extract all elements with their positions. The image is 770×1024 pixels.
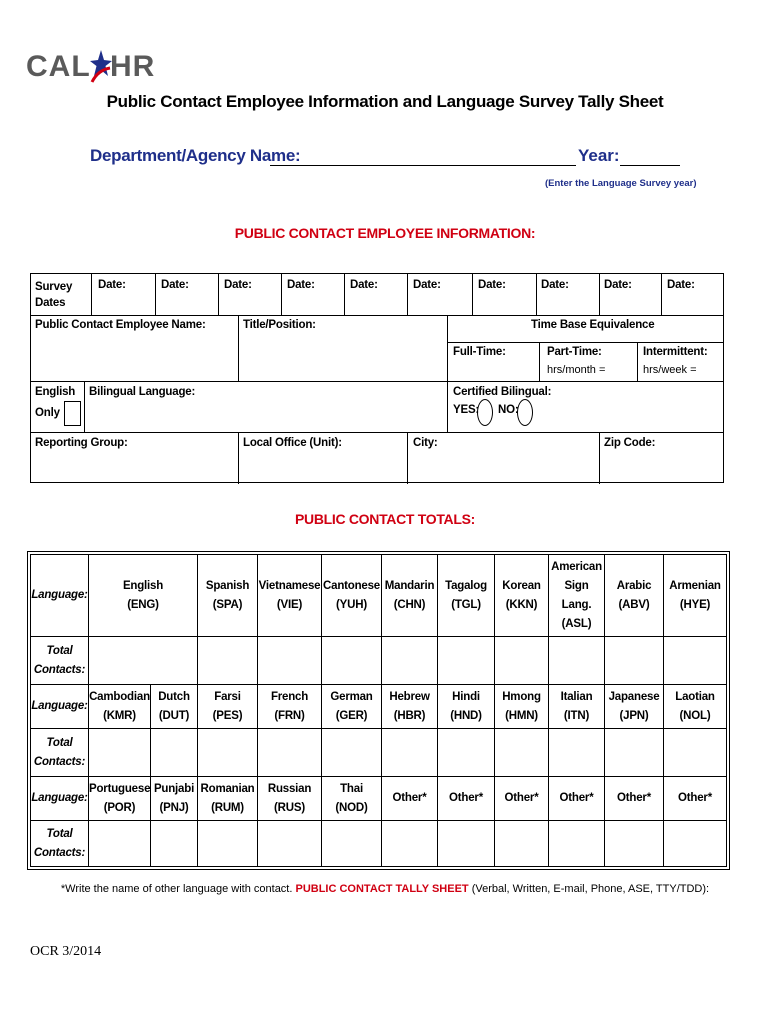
language-name: Portuguese: [89, 782, 151, 795]
bilingual-language-label: Bilingual Language:: [89, 386, 196, 398]
form-id: OCR 3/2014: [30, 944, 102, 959]
footnote-red: PUBLIC CONTACT TALLY SHEET: [295, 883, 469, 895]
yes-radio[interactable]: [477, 399, 493, 426]
total-count-cell[interactable]: [495, 821, 549, 867]
english-label: English: [35, 386, 76, 398]
language-cell: [198, 777, 258, 821]
total-label: Total: [46, 644, 73, 657]
total-count-cell[interactable]: [322, 637, 382, 685]
language-code: (RUM): [211, 801, 244, 814]
total-contacts-label: [31, 637, 89, 685]
total-count-cell[interactable]: [664, 821, 727, 867]
date-cell-9[interactable]: Date:: [604, 279, 632, 291]
language-code: (NOD): [335, 801, 368, 814]
employee-info-grid: [30, 273, 724, 483]
language-cell: [438, 777, 495, 821]
contacts-label: Contacts:: [33, 755, 86, 768]
date-cell-7[interactable]: Date:: [478, 279, 506, 291]
language-code: (DUT): [158, 709, 190, 722]
language-name: Other*: [449, 792, 483, 804]
language-name: Hmong: [502, 690, 541, 703]
total-count-cell[interactable]: [382, 729, 438, 777]
language-name: Vietnamese: [258, 579, 321, 592]
language-name: American Sign Lang.: [551, 560, 602, 611]
total-count-cell[interactable]: [495, 729, 549, 777]
language-name: Tagalog: [445, 579, 487, 592]
city-label: City:: [413, 437, 438, 449]
language-name: French: [270, 690, 309, 703]
language-code: (GER): [335, 709, 368, 722]
total-count-cell[interactable]: [89, 821, 151, 867]
language-code: (CHN): [393, 598, 426, 611]
language-cell: [382, 685, 438, 729]
yes-label: YES:: [453, 404, 480, 416]
language-cell: [495, 777, 549, 821]
language-cell: [549, 685, 605, 729]
total-count-cell[interactable]: [198, 729, 258, 777]
language-name: Korean: [502, 579, 541, 592]
language-name: Italian: [560, 690, 593, 703]
footnote: [0, 883, 770, 895]
local-office-label: Local Office (Unit):: [243, 437, 342, 449]
language-cell: [198, 685, 258, 729]
table-row: [31, 555, 727, 637]
total-count-cell[interactable]: [89, 637, 198, 685]
language-code: (KMR): [103, 709, 136, 722]
language-cell: [605, 555, 664, 637]
contacts-label: Contacts:: [33, 663, 86, 676]
language-name: Cantonese: [323, 579, 381, 592]
language-cell: [322, 777, 382, 821]
total-count-cell[interactable]: [438, 729, 495, 777]
calhr-logo: [26, 48, 156, 88]
totals-title: PUBLIC CONTACT TOTALS:: [294, 511, 476, 527]
language-name: Hindi: [452, 690, 480, 703]
total-count-cell[interactable]: [198, 637, 258, 685]
time-base-label: Time Base Equivalence: [531, 319, 655, 331]
intermittent-unit: hrs/week =: [643, 364, 697, 376]
part-time-label: Part-Time:: [547, 346, 602, 358]
language-code: (ITN): [563, 709, 590, 722]
language-code: (NOL): [679, 709, 711, 722]
total-count-cell[interactable]: [549, 637, 605, 685]
language-code: (PNJ): [159, 801, 189, 814]
language-cell: [605, 685, 664, 729]
total-count-cell[interactable]: [382, 637, 438, 685]
language-cell: [258, 685, 322, 729]
certified-bilingual-label: Certified Bilingual:: [453, 386, 552, 398]
total-count-cell[interactable]: [605, 729, 664, 777]
language-cell: [258, 555, 322, 637]
language-cell: [258, 777, 322, 821]
language-cell: [382, 555, 438, 637]
total-contacts-label: [31, 821, 89, 867]
employee-name-label: Public Contact Employee Name:: [35, 319, 206, 331]
language-cell: [438, 685, 495, 729]
language-name: Hebrew: [389, 690, 430, 703]
date-cell-10[interactable]: Date:: [667, 279, 695, 291]
total-count-cell[interactable]: [382, 821, 438, 867]
date-cell-4[interactable]: Date:: [287, 279, 315, 291]
language-name: Laotian: [675, 690, 715, 703]
language-cell: [382, 777, 438, 821]
total-count-cell[interactable]: [664, 637, 727, 685]
language-name: English: [122, 579, 164, 592]
department-label: Department/Agency Name:: [90, 146, 301, 165]
no-label: NO:: [498, 404, 519, 416]
language-cell: [549, 777, 605, 821]
language-cell: [89, 685, 151, 729]
language-name: Russian: [267, 782, 312, 795]
total-count-cell[interactable]: [605, 637, 664, 685]
language-code: (ASL): [561, 617, 592, 630]
language-label: Language:: [31, 685, 89, 729]
only-label: Only: [35, 407, 60, 419]
language-label: Language:: [31, 777, 89, 821]
star-icon: [90, 48, 112, 84]
language-cell: [605, 777, 664, 821]
year-field[interactable]: [620, 165, 680, 166]
language-code: (JPN): [619, 709, 649, 722]
no-radio[interactable]: [517, 399, 533, 426]
language-name: Other*: [678, 792, 712, 804]
total-count-cell[interactable]: [258, 821, 322, 867]
table-row: [31, 777, 727, 821]
language-cell: [89, 777, 151, 821]
language-code: (KKN): [505, 598, 538, 611]
language-code: (HND): [450, 709, 482, 722]
language-code: (TGL): [451, 598, 481, 611]
language-cell: [549, 555, 605, 637]
totals-table: [30, 554, 727, 867]
language-cell: [495, 685, 549, 729]
language-name: Dutch: [158, 690, 190, 703]
language-cell: [322, 685, 382, 729]
language-name: Spanish: [205, 579, 250, 592]
year-label: Year:: [578, 146, 620, 165]
language-name: Thai: [340, 782, 363, 795]
language-code: (RUS): [274, 801, 305, 814]
table-row: [31, 637, 727, 685]
total-contacts-label: [31, 729, 89, 777]
language-name: Punjabi: [153, 782, 195, 795]
table-row: [31, 729, 727, 777]
language-cell: [495, 555, 549, 637]
footnote-prefix: *Write the name of other language with contact.: [60, 883, 293, 895]
total-label: Total: [46, 736, 73, 749]
total-count-cell[interactable]: [438, 821, 495, 867]
total-count-cell[interactable]: [605, 821, 664, 867]
language-code: (PES): [212, 709, 243, 722]
year-note: (Enter the Language Survey year): [545, 178, 697, 189]
total-count-cell[interactable]: [151, 729, 198, 777]
date-cell-3[interactable]: Date:: [224, 279, 252, 291]
total-count-cell[interactable]: [495, 637, 549, 685]
contacts-label: Contacts:: [33, 846, 86, 859]
date-cell-8[interactable]: Date:: [541, 279, 569, 291]
intermittent-label: Intermittent:: [643, 346, 708, 358]
total-count-cell[interactable]: [258, 729, 322, 777]
language-code: (ABV): [618, 598, 650, 611]
total-count-cell[interactable]: [549, 821, 605, 867]
language-code: (VIE): [276, 598, 303, 611]
total-label: Total: [46, 827, 73, 840]
full-time-label: Full-Time:: [453, 346, 506, 358]
language-code: (ENG): [127, 598, 159, 611]
page-title: Public Contact Employee Information and Language Survey Tally Sheet: [106, 92, 664, 111]
total-count-cell[interactable]: [198, 821, 258, 867]
language-cell: [438, 555, 495, 637]
language-name: Farsi: [214, 690, 241, 703]
total-count-cell[interactable]: [438, 637, 495, 685]
total-count-cell[interactable]: [151, 821, 198, 867]
department-field[interactable]: [270, 165, 576, 166]
language-name: Mandarin: [384, 579, 435, 592]
language-name: German: [330, 690, 373, 703]
logo-text-right: HR: [110, 50, 156, 83]
total-count-cell[interactable]: [322, 821, 382, 867]
language-cell: [322, 555, 382, 637]
language-name: Armenian: [669, 579, 721, 592]
footnote-suffix: (Verbal, Written, E-mail, Phone, ASE, TTY/TDD):: [471, 883, 710, 895]
language-cell: [664, 685, 727, 729]
language-code: (HMN): [505, 709, 538, 722]
table-row: [31, 685, 727, 729]
total-count-cell[interactable]: [322, 729, 382, 777]
language-name: Romanian: [200, 782, 255, 795]
language-name: Other*: [559, 792, 594, 804]
language-name: Other*: [504, 792, 539, 804]
date-cell-1[interactable]: Date:: [98, 279, 126, 291]
total-count-cell[interactable]: [549, 729, 605, 777]
language-cell: [664, 777, 727, 821]
date-cell-6[interactable]: Date:: [413, 279, 441, 291]
table-row: [31, 821, 727, 867]
language-cell: [89, 555, 198, 637]
language-name: Other*: [392, 792, 427, 804]
logo-text-left: CAL: [26, 50, 91, 83]
language-code: (FRN): [274, 709, 305, 722]
language-cell: [198, 555, 258, 637]
part-time-unit: hrs/month =: [547, 364, 606, 376]
language-name: Cambodian: [89, 690, 150, 703]
language-name: Arabic: [616, 579, 652, 592]
language-code: (SPA): [212, 598, 243, 611]
language-cell: [151, 685, 198, 729]
total-count-cell[interactable]: [258, 637, 322, 685]
date-cell-2[interactable]: Date:: [161, 279, 189, 291]
language-cell: [664, 555, 727, 637]
date-cell-5[interactable]: Date:: [350, 279, 378, 291]
employee-info-title: PUBLIC CONTACT EMPLOYEE INFORMATION:: [234, 225, 536, 241]
language-name: Japanese: [608, 690, 660, 703]
language-label: Language:: [31, 555, 89, 637]
title-position-label: Title/Position:: [243, 319, 316, 331]
language-cell: [151, 777, 198, 821]
english-only-checkbox[interactable]: [64, 401, 81, 426]
total-count-cell[interactable]: [89, 729, 151, 777]
language-code: (POR): [103, 801, 136, 814]
language-code: (HYE): [679, 598, 711, 611]
language-name: Other*: [617, 792, 651, 804]
language-code: (YUH): [336, 598, 367, 611]
total-count-cell[interactable]: [664, 729, 727, 777]
reporting-group-label: Reporting Group:: [35, 437, 128, 449]
survey-dates-label: Survey Dates: [35, 281, 73, 309]
language-code: (HBR): [393, 709, 426, 722]
zip-code-label: Zip Code:: [604, 437, 656, 449]
